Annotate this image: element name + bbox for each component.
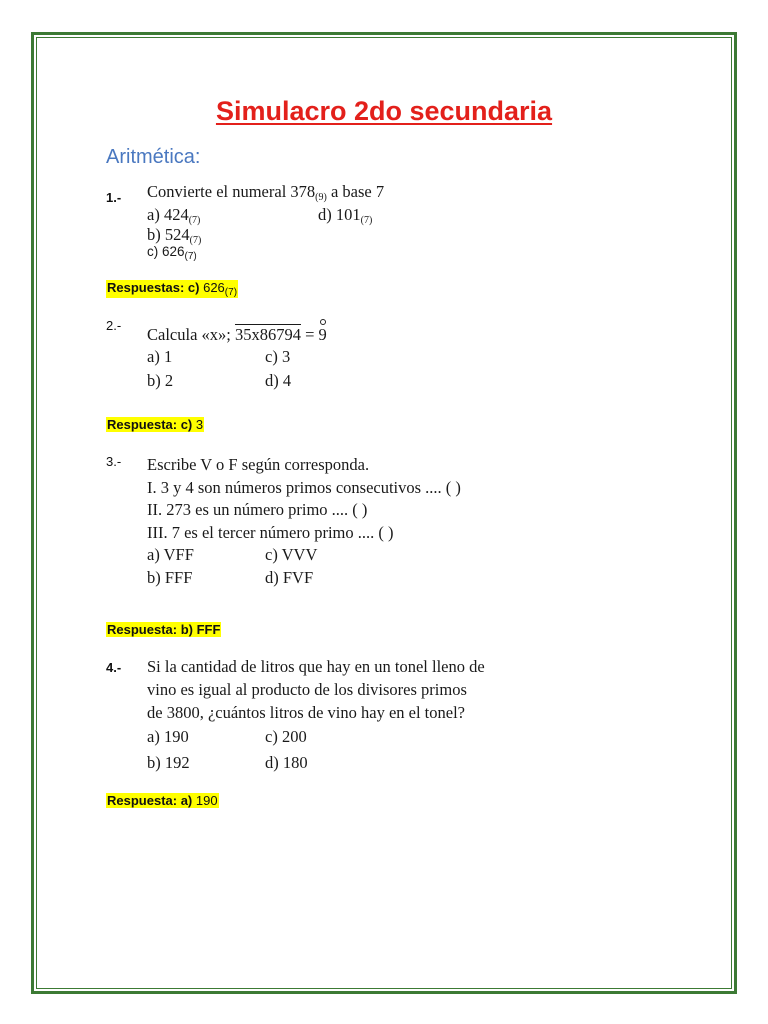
q1-option-b: b) $524_{(7)}$ <box>147 225 202 246</box>
q1-option-c: c) $626_{(7)}$ <box>147 244 197 262</box>
q3-option-c: c) VVV <box>265 545 318 564</box>
q3-option-d: d) FVF <box>265 568 314 587</box>
q3-number: 3.- <box>106 454 122 469</box>
q4-number: 4.- <box>106 660 122 675</box>
q3-statement-3: III. 7 es el tercer número primo .... ( ) <box>147 523 394 542</box>
q2-answer: Respuesta: c) 3 <box>107 417 204 432</box>
degree-ring-icon: 9 <box>318 325 327 344</box>
q3-option-b: b) FFF <box>147 568 193 587</box>
q3-statement-2: II. 273 es un número primo .... ( ) <box>147 500 368 519</box>
q1-stem: Convierte el numeral $378_{(9)}$ a base 7 <box>147 182 385 203</box>
section-heading: Aritmética: <box>106 146 201 168</box>
q1-option-a: a) $424_{(7)}$ <box>147 205 201 226</box>
q1-option-d: d) $101_{(7)}$ <box>318 205 373 226</box>
q2-number: 2.- <box>106 318 122 333</box>
q3-stem: Escribe V o F según corresponda. <box>147 455 370 474</box>
q4-option-a: a) 190 <box>147 727 189 746</box>
q4-stem-line-2: vino es igual al producto de los divisores primos <box>147 680 467 699</box>
q4-option-c: c) 200 <box>265 727 307 746</box>
q2-option-b: b) 2 <box>147 371 174 390</box>
q4-stem-line-1: Si la cantidad de litros que hay en un tonel lleno de <box>147 657 485 676</box>
q3-statement-1: I. 3 y 4 son números primos consecutivos .... ( ) <box>147 478 461 497</box>
q2-option-d: d) 4 <box>265 371 292 390</box>
q2-option-a: a) 1 <box>147 347 173 366</box>
page-border-inner <box>36 37 732 989</box>
page-title: Simulacro 2do secundaria <box>215 96 553 126</box>
q4-answer: Respuesta: a) 190 <box>107 793 218 808</box>
q4-option-d: d) 180 <box>265 753 308 772</box>
q2-option-c: c) 3 <box>265 347 291 366</box>
q1-answer: Respuestas: c) $626_{(7)}$ <box>107 280 238 298</box>
q1-number: 1.- <box>106 190 122 205</box>
q3-answer: Respuesta: b) FFF <box>107 622 221 637</box>
q4-option-b: b) 192 <box>147 753 190 772</box>
q4-stem-line-3: de 3800, ¿cuántos litros de vino hay en el tonel? <box>147 703 465 722</box>
q2-stem: Calcula «x»; 35x86794 = 9 <box>147 325 327 344</box>
q3-option-a: a) VFF <box>147 545 194 564</box>
